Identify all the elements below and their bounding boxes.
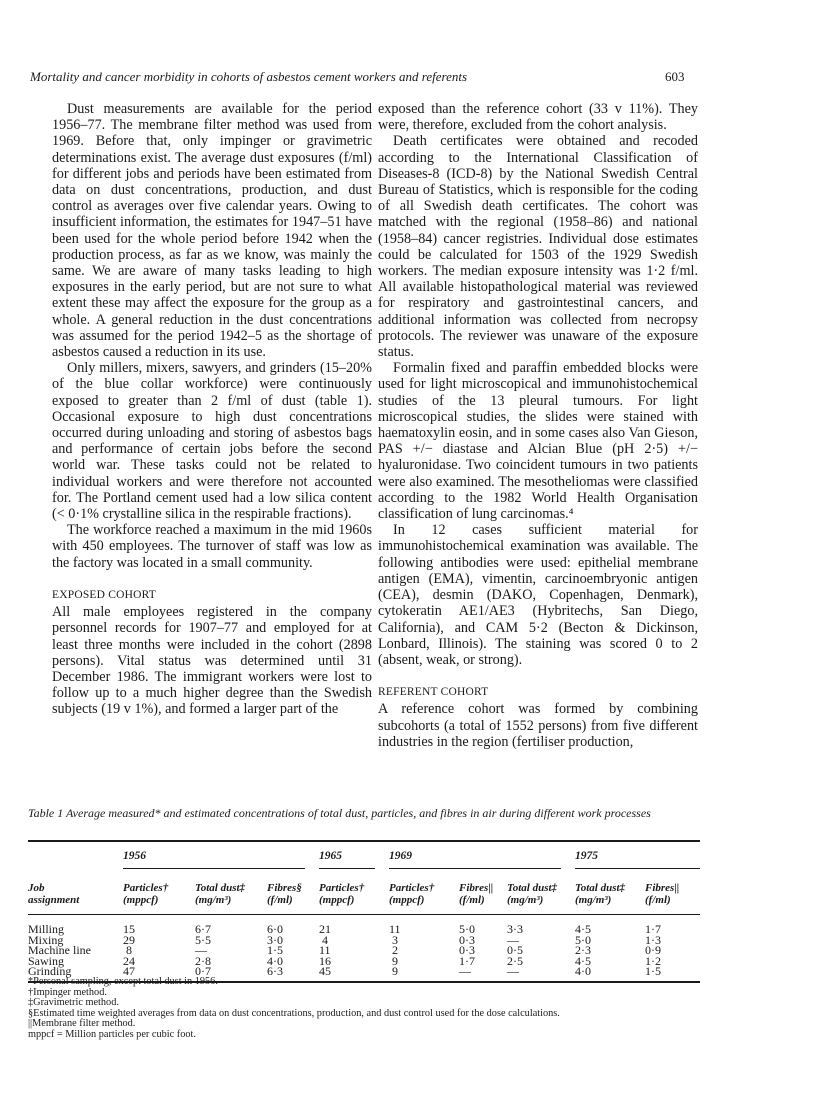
year-header-row [28, 842, 700, 875]
column-header: Total dust‡ (mg/m³) [195, 882, 246, 906]
column-header: Particles† (mppcf) [389, 882, 435, 906]
paragraph: Formalin fixed and paraffin embedded blocks were used for light microscopical and immunohistochemical studies of the 13 pleural tumours. For light microscopical studies, the slides were stained with haematoxylin eosin, and in some cases also Van Gieson, PAS +/− diastase and Alcian Blue (pH 2·5) +/− hyaluronidase. Two coincident tumours in two patients were also examined. The mesotheliomas were classified according to the 1982 World Health Organisation classification of lung carcinomas.⁴ [378, 360, 698, 523]
year-1965: 1965 [319, 850, 375, 869]
year-1956: 1956 [123, 850, 305, 869]
column-header: Particles† (mppcf) [319, 882, 365, 906]
left-column [52, 101, 372, 718]
page-number: 603 [665, 69, 685, 84]
table-caption: Table 1 Average measured* and estimated concentrations of total dust, particles, and fibres in air during different work processes [28, 806, 651, 820]
column-header-job: Job assignment [28, 882, 80, 906]
paragraph: Dust measurements are available for the period 1956–77. The membrane filter method was used from 1969. Before that, only impinger or gravimetric determinations exist. The average dust exposures (f/ml) for different jobs and periods have been estimated from data on dust concentrations, production, and dust control as averages over five calendar years. Owing to insufficient information, the estimates for 1947–51 have been used for the whole period before 1942 when the production process, as far as we know, was mainly the same. We are aware of many tasks leading to high exposures in the early period, but are not sure to what extent these may affect the exposure for the group as a whole. A general reduction in the dust concentrations was assumed for the period 1942–5 as the shortage of asbestos caused a reduction in its use. [52, 101, 372, 361]
paragraph: Only millers, mixers, sawyers, and grinders (15–20% of the blue collar workforce) were continuously exposed to greater than 2 f/ml of dust (table 1). Occasional exposure to high dust concentrations occurred during unloading and storing of asbestos bags and performance of certain jobs before the second world war. These tasks could not be related to individual workers and were therefore not accounted for. The Portland cement used had a low silica content (< 0·1% crystalline silica in the respirable fractions). [52, 360, 372, 523]
year-1975: 1975 [575, 850, 700, 869]
paragraph: A reference cohort was formed by combining subcohorts (a total of 1552 persons) from five different industries in the region (fertiliser production, [378, 701, 698, 750]
footnote: §Estimated time weighted averages from data on dust concentrations, production, and dust control used for the dose calculations. [28, 1007, 560, 1019]
table-row: Sawing 24 2·8 4·0 16 9 1·7 2·5 4·5 1·2 [28, 953, 661, 968]
paragraph: The workforce reached a maximum in the mid 1960s with 450 employees. The turnover of staff was low as the factory was located in a small community. [52, 522, 372, 571]
table-row: Machine line 8 — 1·5 11 2 0·3 0·5 2·3 0·9 [28, 943, 661, 957]
column-header: Total dust‡ (mg/m³) [507, 882, 558, 906]
table-row: Milling 15 6·7 6·0 21 11 5·0 3·3 4·5 1·7 [28, 922, 661, 936]
paragraph: In 12 cases sufficient material for immunohistochemical examination was available. The following antibodies were used: epithelial membrane antigen (EMA), vimentin, carcinoembryonic antigen (CEA), desmin (DAKO, Copenhagen, Denmark), cytokeratin AE1/AE3 (Hybritechs, San Diego, California), and CAM 5·2 (Becton & Dickinson, Lonbard, Illinois). The staining was scored 0 to 2 (absent, weak, or strong). [378, 522, 698, 668]
year-1969: 1969 [389, 850, 561, 869]
column-header: Particles† (mppcf) [123, 882, 169, 906]
section-heading-exposed-cohort: EXPOSED COHORT [52, 588, 157, 601]
table-row: Grinding 47 0·7 6·3 45 9 — — 4·0 1·5 [28, 964, 661, 978]
column-header: Total dust‡ (mg/m³) [575, 882, 626, 906]
column-header: Fibres|| (f/ml) [459, 882, 494, 906]
table-footnotes [28, 977, 728, 1041]
column-header: Fibres§ (f/ml) [267, 882, 302, 906]
paragraph: All male employees registered in the company personnel records for 1907–77 and employed for at least three months were included in the cohort (2898 persons). Vital status was determined until 31 December 1986. The immigrant workers were lost to follow up to a much higher degree than the Swedish subjects (19 v 1%), and formed a larger part of the [52, 604, 372, 718]
footnote: *Personal sampling, except total dust in 1956. [28, 976, 218, 987]
dust-concentration-table [28, 842, 700, 981]
table-row: Mixing 29 5·5 3·0 4 3 0·3 — 5·0 1·3 [28, 932, 661, 947]
section-heading-referent-cohort: REFERENT COHORT [378, 686, 489, 699]
paragraph: exposed than the reference cohort (33 v 11%). They were, therefore, excluded from the cohort analysis. [378, 101, 698, 134]
column-header-row [28, 875, 700, 915]
running-head: Mortality and cancer morbidity in cohorts of asbestos cement workers and referents [30, 69, 468, 84]
footnote: ‡Gravimetric method. [28, 997, 119, 1009]
column-header: Fibres|| (f/ml) [645, 882, 680, 906]
paragraph: Death certificates were obtained and recoded according to the International Classification of Diseases-8 (ICD-8) by the National Swedish Central Bureau of Statistics, which is responsible for the coding of all Swedish death certificates. The cohort was matched with the regional (1958–86) and national (1958–84) cancer registries. Individual dose estimates could be calculated for 1503 of the 1929 Swedish workers. The median exposure intensity was 1·2 f/ml. All available histopathological material was reviewed for respiratory and gastrointestinal cancers, and additional information was collected from necropsy protocols. The reviewer was unaware of the exposure status. [378, 133, 698, 361]
footnote: ||Membrane filter method. [28, 1018, 136, 1030]
footnote: †Impinger method. [28, 986, 107, 998]
table-1 [28, 840, 700, 983]
footnote: mppcf = Million particles per cubic foot. [28, 1028, 196, 1040]
right-column [378, 101, 698, 750]
